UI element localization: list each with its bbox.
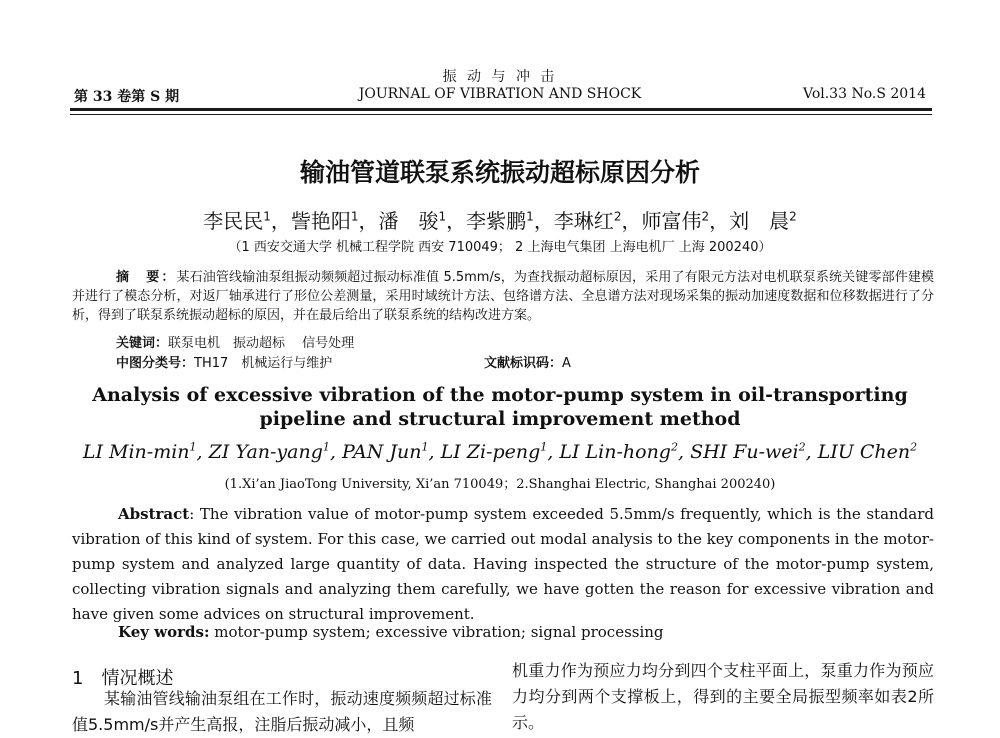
document-code-text: A: [562, 356, 571, 371]
abstract-en: [72, 502, 934, 627]
author-en: LI Zi-peng$^1$,: [440, 441, 560, 464]
affiliations-en: (1.Xi’an JiaoTong University, Xi’an 710049；2.Shanghai Electric, Shanghai 200240): [224, 477, 776, 492]
journal-title-en: JOURNAL OF VIBRATION AND SHOCK: [358, 86, 642, 102]
keywords-text-cn: 联泵电机 振动超标 信号处理: [168, 336, 355, 351]
abstract-cn: [72, 268, 934, 325]
keywords-text-en: motor-pump system; excessive vibration; signal processing: [209, 623, 664, 641]
keywords-label-en: Key words:: [118, 623, 210, 641]
paper-title-cn: 输油管道联泵系统振动超标原因分析: [299, 158, 700, 187]
author-en: ZI Yan-yang$^1$,: [208, 441, 342, 464]
classification-label: 中图分类号：: [116, 356, 195, 371]
journal-title-cn: 振 动 与 冲 击: [442, 69, 558, 85]
document-code-label: 文献标识码：: [484, 356, 563, 371]
classification-code: [116, 352, 332, 371]
affiliations-cn: （1 西安交通大学 机械工程学院 西安 710049； 2 上海电气集团 上海电机厂 上海 200240）: [228, 240, 772, 255]
author-en: LI Min-$\min^1$,: [82, 441, 209, 464]
author-cn: 李紫鹏$^1$，: [466, 209, 554, 233]
keywords-label-cn: 关键词：: [116, 336, 169, 351]
author-en: PAN Jun$^1$,: [341, 441, 441, 464]
classification-text: TH17 机械运行与维护: [194, 356, 333, 371]
abstract-text-en: : The vibration value of motor-pump system exceeded 5.5mm/s frequently, which is the standard vibration of this kind of system. For this case, we carried out modal analysis to the key components in the motor-pump system and analyzed large quantity of data. Having inspected the structure of the motor-pump system, collecting vibration signals and analyzing them carefully, we have gotten the reason for excessive vibration and have given some advices on structural improvement.: [72, 505, 934, 623]
abstract-text-cn: 某石油管线输油泵组振动频频超过振动标准值 5.5mm/s，为查找振动超标原因，采用了有限元方法对电机联泵系统关键零部件建模并进行了模态分析，对返厂轴承进行了形位公差测量，采用时域统计方法、包络谱方法、全息谱方法对现场采集的振动加速度数据和位移数据进行了分析，得到了联泵系统振动超标的原因，并在最后给出了联泵系统的结构改进方案。: [72, 270, 934, 323]
author-list-cn: [0, 205, 1000, 234]
author-cn: 刘 晨$^2$: [729, 209, 797, 233]
volume-label: Vol.33 No.S 2014: [803, 86, 926, 102]
author-cn: 师富伟$^2$，: [641, 209, 730, 233]
author-cn: 李民民$^1$，: [203, 209, 291, 233]
author-en: LIU Chen$^2$: [817, 441, 918, 464]
paper-title-en: Analysis of excessive vibration of the motor-pump system in oil-transporting pipeline and structural improvement method: [92, 384, 908, 430]
issue-label: 第 33 卷第 S 期: [74, 89, 180, 105]
keywords-cn: [116, 332, 354, 351]
author-list-en: [0, 441, 1000, 463]
header-rule-thick: [70, 108, 932, 111]
author-en: LI Lin-hong$^2$,: [559, 441, 691, 464]
keywords-en: [118, 623, 664, 641]
body-text-left-column: 某输油管线输油泵组在工作时，振动速度频频超过标准值5.5mm/s并产生高报，注脂后振动减小，且频: [72, 689, 492, 734]
section-title: 情况概述: [101, 668, 174, 689]
header-rule-thin: [70, 114, 932, 115]
author-cn: 李琳红$^2$，: [553, 209, 642, 233]
abstract-label-en: Abstract: [118, 505, 190, 523]
author-en: SHI Fu-wei$^2$,: [690, 441, 818, 464]
author-cn: 訾艳阳$^1$，: [290, 209, 379, 233]
body-text-right-column: 机重力作为预应力均分到四个支柱平面上，泵重力作为预应力均分到两个支撑板上，得到的主要全局振型频率如表2所示。: [512, 661, 934, 732]
abstract-label-cn: 摘 要：: [116, 270, 177, 285]
section-number: 1: [72, 668, 84, 689]
document-code: [484, 352, 571, 371]
author-cn: 潘 骏$^1$，: [378, 209, 467, 233]
